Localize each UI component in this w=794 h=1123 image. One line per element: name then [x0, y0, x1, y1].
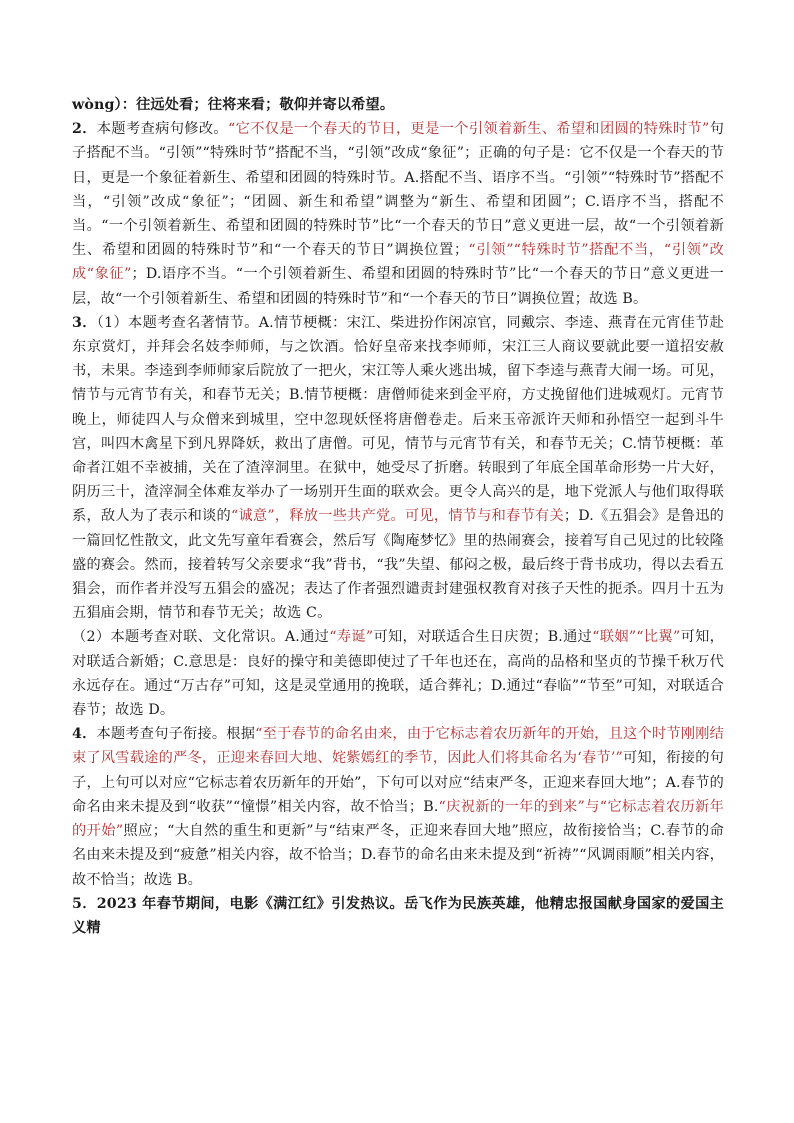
paragraph-p2 [72, 117, 724, 311]
paragraph-p3 [72, 311, 724, 626]
text-segment: 句子搭配不当。“引领”“特殊时节”搭配不当，“引领”改成“象征”；正确的句子是：它不仅是一个春天的节日，更是一个象征着新生、希望和团圆的特殊时节。A.搭配不当、语序不当。“引领”“特殊时节”搭配不当，“引领”改成“象征”；“团圆、新生和希望”调整为“新生、希望和团圆”；C.语序不当，搭配不当。“一个引领着新生、希望和团圆的特殊时节”比“一个春天的节日”意义更进一层，故“一个引领着新生、希望和团圆的特殊时节”和“一个春天的节日”调换位置； [72, 121, 725, 259]
highlighted-quote: “它不仅是一个春天的节日，更是一个引领着新生、希望和团圆的特殊时节” [228, 121, 710, 138]
paragraph-p4 [72, 722, 724, 891]
paragraph-p0 [72, 93, 724, 117]
highlighted-quote: “联姻”“比翼” [592, 629, 681, 646]
text-segment: 5．2023 年春节期间，电影《满江红》引发热议。岳飞作为民族英雄，他精忠报国献身国家的爱国主义精 [72, 895, 724, 936]
answer-analysis-body [72, 93, 724, 940]
highlighted-quote: “至于春节的命名由来，由于它标志着农历新年的开始，且这个时节刚刚结束了风雪载途的严冬，正迎来春回大地、姹紫嫣红的季节，因此人们将其命名为‘春节’” [72, 726, 724, 767]
text-segment: 本题考查句子衔接。根据 [96, 726, 256, 743]
text-segment: 3． [72, 314, 97, 331]
text-segment: 可知，对联适合新婚；C.意思是：良好的操守和美德即使过了千年也还在，高尚的品格和坚贞的节操千秋万代永远存在。通过“万古存”可知，这是灵堂通用的挽联，适合葬礼；D.通过“春临”“节至”可知，对联适合春节；故选 D。 [72, 629, 724, 719]
paragraph-p3b [72, 625, 724, 722]
highlighted-quote: “诚意”，释放一些共产党。可见，情节与和春节有关 [230, 508, 564, 525]
text-segment: 可知，衔接的句子，上句可以对应“它标志着农历新年的开始”，下句可以对应“结束严冬，正迎来春回大地”；A.春节的命名由来未提及到“收获”“憧憬”相关内容，故不恰当；B. [72, 750, 724, 815]
text-segment: （2）本题考查对联、文化常识。A.通过 [72, 629, 330, 646]
text-segment: 可知，对联适合生日庆贺；B.通过 [373, 629, 593, 646]
text-segment: 4． [72, 726, 97, 743]
paragraph-p5 [72, 892, 724, 940]
text-segment: 2． [72, 121, 97, 138]
text-segment: wòng）：往远处看；往将来看；敬仰并寄以希望。 [72, 97, 395, 113]
highlighted-quote: “寿诞” [329, 629, 374, 646]
highlighted-quote: “庆祝新的一年的到来”与“它标志着农历新年的开始” [72, 798, 724, 840]
text-segment: ；D.语序不当。“一个引领着新生、希望和团圆的特殊时节”比“一个春天的节日”意义更进一层，故“一个引领着新生、希望和团圆的特殊时节”和“一个春天的节日”调换位置；故选 B。 [72, 266, 724, 307]
text-segment: 照应；“大自然的重生和更新”与“结束严冬，正迎来春回大地”照应，故衔接恰当；C.春节的命名由来未提及到“疲惫”相关内容，故不恰当；D.春节的命名由来未提及到“祈祷”“风调雨顺”相关内容，故不恰当；故选 B。 [72, 823, 724, 888]
text-segment: 本题考查病句修改。 [96, 121, 229, 138]
text-segment: （1）本题考查名著情节。A.情节梗概：宋江、柴进扮作闲凉官，同戴宗、李逵、燕青在元宵佳节赴东京赏灯，并拜会名妓李师师，与之饮酒。恰好皇帝来找李师师，宋江三人商议要就此要一道招安赦书，未果。李逵到李师师家后院放了一把火，宋江等人乘火逃出城，留下李逵与燕青大闹一场。可见，情节与元宵节有关，和春节无关；B.情节梗概：唐僧师徒来到金平府，方丈挽留他们进城观灯。元宵节晚上，师徒四人与众僧来到城里，空中忽现妖怪将唐僧卷走。后来玉帝派许天师和孙悟空一起到斗牛宫，叫四木禽星下到凡界降妖，救出了唐僧。可见，情节与元宵节有关，和春节无关；C.情节梗概：革命者江姐不幸被捕，关在了渣滓洞里。在狱中，她受尽了折磨。转眼到了年底全国革命形势一片大好，阴历三十，渣滓洞全体难友举办了一场别开生面的联欢会。更令人高兴的是，地下党派人与他们取得联系，敌人为了表示和谈的 [72, 314, 725, 525]
text-segment: ；D.《五猖会》是鲁迅的一篇回忆性散文，此文先写童年看赛会，然后写《陶庵梦忆》里的热闹赛会，接着写自己见过的比较隆盛的赛会。然而，接着转写父亲要求“我”背书，“我”失望、郁闷之极，最后终于背书成功，得以去看五猖会，而作者并没写五猖会的盛况；表达了作者强烈谴责封建强权教育对孩子天性的扼杀。四月十五为五猖庙会期，情节和春节无关；故选 C。 [72, 508, 724, 622]
highlighted-quote: “引领”“特殊时节”搭配不当，“引领”改成“象征” [72, 242, 724, 283]
